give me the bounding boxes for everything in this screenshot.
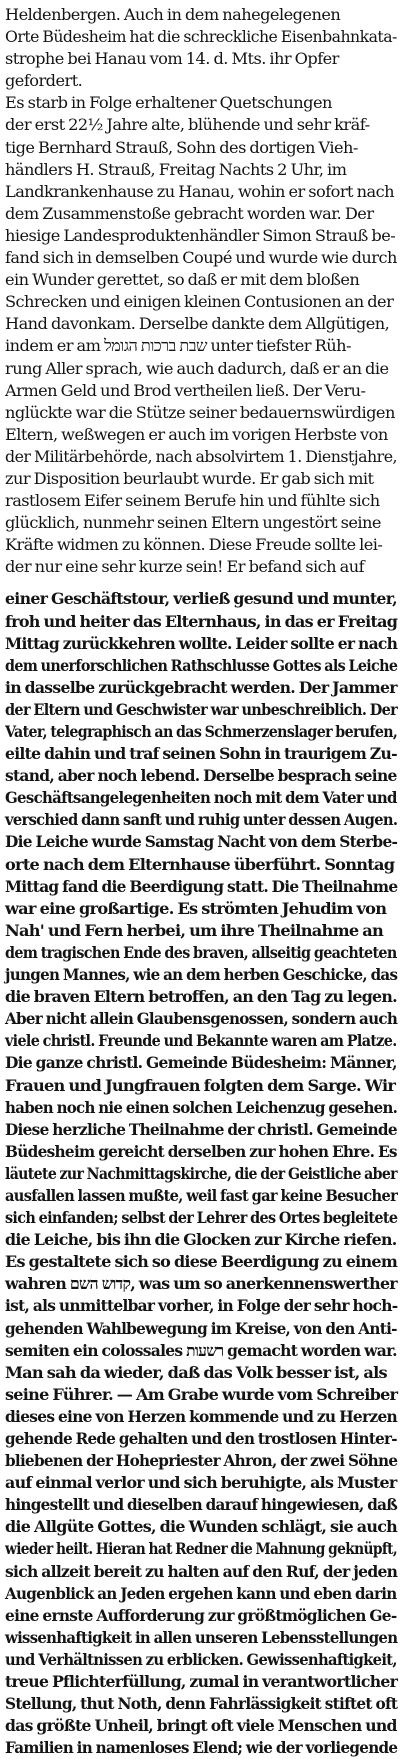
text-line: wieder heilt. Hieran hat Redner die Mahnung geknüpft, [5, 1539, 397, 1559]
text-line: dieses eine von Herzen kommende und zu Herzen [5, 1406, 398, 1426]
text-line: sich einfanden; selbst der Lehrer des Ortes begleitete [5, 1208, 398, 1228]
text-line: Büdesheim gereicht derselben zur hohen Ehre. Es [5, 1141, 397, 1161]
text-line: Familien in namenloses Elend; wie der vorliegende [5, 1738, 398, 1758]
text-line: Diese herzliche Theilnahme der christl. Gemeinde [5, 1119, 397, 1139]
text-line: ist, als unmittelbar vorher, in Folge der sehr hoch- [5, 1296, 398, 1316]
text-line: Orte Büdesheim hat die schreckliche Eisenbahnkata- [5, 27, 397, 47]
text-line: Die Leiche wurde Samstag Nacht von dem Sterbe- [5, 832, 398, 852]
text-line: verschied dann sanft und ruhig unter dessen Augen. [5, 810, 398, 830]
text-line: dem unerforschlichen Rathschlusse Gottes als Leiche [5, 655, 398, 675]
text-line: stand, aber noch lebend. Derselbe besprach seine [5, 766, 397, 786]
text-line: wahren קדוש השם, was um so anerkennenswerther [5, 1274, 397, 1294]
article-part-2 [5, 588, 397, 1759]
text-line: Es gestaltete sich so diese Beerdigung zu einem [5, 1252, 398, 1272]
text-line: Geschäftsangelegenheiten noch mit dem Vater und [5, 788, 397, 808]
text-line: fand sich in demselben Coupé und wurde wie durch [5, 248, 397, 268]
text-line: viele christl. Freunde und Bekannte waren am Platze. [5, 1031, 397, 1051]
text-line: treue Pflichterfüllung, zumal in verantwortlicher [5, 1672, 398, 1692]
text-line: Mittag fand die Beerdigung statt. Die Theilnahme [5, 876, 398, 896]
text-line: Hand davonkam. Derselbe dankte dem Allgütigen, [5, 314, 390, 334]
text-line: gehenden Wahlbewegung im Kreise, von den Anti- [5, 1318, 397, 1338]
text-line: glücklich, nunmehr seinen Eltern ungestört seine [5, 513, 381, 533]
text-line: war eine großartige. Es strömten Jehudim von [5, 898, 387, 918]
text-line: Schrecken und einigen kleinen Contusionen an der [5, 292, 394, 312]
text-line: nglückte war die Stütze seiner bedauernswürdigen [5, 402, 395, 422]
text-line: die Allgüte Gottes, die Wunden schlägt, sie auch [5, 1517, 398, 1537]
text-line: händlers H. Strauß, Freitag Nachts 2 Uhr, im [5, 159, 347, 179]
text-line: Frauen und Jungfrauen folgten dem Sarge. Wir [5, 1075, 396, 1095]
text-line: läutete zur Nachmittagskirche, die der Geistliche aber [5, 1163, 397, 1183]
text-line: in dasselbe zurückgebracht werden. Der Jammer [5, 677, 397, 697]
text-line: wissenhaftigkeit in allen unseren Lebensstellungen [5, 1627, 398, 1647]
text-line: Landkrankenhause zu Hanau, wohin er sofort nach [5, 181, 394, 201]
text-line: haben noch nie einen solchen Leichenzug gesehen. [5, 1097, 398, 1117]
text-line: sich allzeit bereit zu halten auf den Ruf, der jeden [5, 1561, 398, 1581]
text-line: tige Bernhard Strauß, Sohn des dortigen Vieh- [5, 137, 358, 157]
text-line: bliebenen der Hohepriester Ahron, der zwei Söhne [5, 1451, 398, 1471]
text-line: die Leiche, bis ihn die Glocken zur Kirche riefen. [5, 1230, 397, 1250]
text-line: eilte dahin und traf seinen Sohn in traurigem Zu- [5, 744, 397, 764]
text-line: Kräfte widmen zu können. Diese Freude sollte lei- [5, 535, 383, 555]
text-line: hingestellt und dieselben darauf hingewiesen, daß [5, 1495, 398, 1515]
text-line: Stellung, thut Noth, denn Fahrlässigkeit stiftet oft [5, 1694, 398, 1714]
text-line: gehende Rede gehalten und den trostlosen Hinter- [5, 1429, 397, 1448]
text-line: Mittag zurückkehren wollte. Leider sollte er nach [5, 633, 398, 653]
text-line: semiten ein colossales רשעות gemacht worden war. [5, 1340, 397, 1360]
newspaper-column [5, 4, 397, 1759]
text-line: orte nach dem Elternhause überführt. Sonntag [5, 854, 395, 874]
text-line: eine ernste Aufforderung zur größtmöglichen Ge- [5, 1605, 397, 1625]
text-line: Armen Geld und Brod vertheilen ließ. Der Veru- [5, 380, 366, 400]
text-line: Aber nicht allein Glaubensgenossen, sondern auch [5, 1009, 398, 1029]
text-line: Die ganze christl. Gemeinde Büdesheim: Männer, [5, 1053, 397, 1073]
text-line: Man sah da wieder, daß das Volk besser ist, als [5, 1362, 387, 1382]
text-line: zur Disposition beurlaubt wurde. Er gab sich mit [5, 468, 374, 488]
text-line: dem Zusammenstoße gebracht worden war. Der [5, 203, 374, 223]
text-line: Nah' und Fern herbei, um ihre Theilnahme an [5, 920, 384, 940]
text-line: das größte Unheil, bringt oft viele Menschen und [5, 1716, 397, 1736]
text-line: ausfallen lassen mußte, weil fast gar keine Besucher [5, 1185, 398, 1205]
text-line: auf einmal verlor und sich beruhigte, als Muster [5, 1473, 397, 1493]
text-line: hiesige Landesproduktenhändler Simon Strauß be- [5, 225, 396, 245]
text-line: Vater, telegraphisch an das Schmerzenslager berufen, [5, 722, 398, 741]
text-line: rastlosem Eifer seinem Berufe hin und fühlte sich [5, 491, 380, 511]
text-line: Heldenbergen. Auch in dem nahegelegenen [5, 5, 341, 24]
text-line: die braven Eltern betroffen, an den Tag zu legen. [5, 987, 397, 1007]
text-line: ein Wunder gerettet, so daß er mit dem bloßen [5, 270, 360, 290]
text-line: rung Aller sprach, wie auch dadurch, daß er an die [5, 358, 389, 378]
text-line: der nur eine sehr kurze sein! Er befand sich auf [5, 557, 365, 577]
text-line: Augenblick an Jeden ergehen kann und eben darin [5, 1583, 397, 1603]
text-line: froh und heiter das Elternhaus, in das er Freitag [5, 611, 398, 631]
text-line: Es starb in Folge erhaltener Quetschungen [5, 93, 332, 113]
text-line: der Militärbehörde, nach absolvirtem 1. Dienstjahre, [5, 446, 398, 466]
text-line: jungen Mannes, wie an dem herben Geschicke, das [5, 965, 398, 985]
text-line: seine Führer. — Am Grabe wurde vom Schreiber [5, 1384, 398, 1404]
text-line: einer Geschäftstour, verließ gesund und munter, [5, 589, 397, 609]
text-line: dem tragischen Ende des braven, allseitig geachteten [5, 942, 397, 962]
text-line: Eltern, weßwegen er auch im vorigen Herbste von [5, 424, 388, 444]
section-gap [5, 578, 397, 588]
text-line: und Verhältnissen zu erblicken. Gewissenhaftigkeit, [5, 1649, 397, 1669]
text-line: indem er am שבת ברכות הגומל unter tiefster Rüh- [5, 336, 351, 356]
article-part-1 [5, 4, 397, 578]
text-line: der Eltern und Geschwister war unbeschreiblich. Der [5, 699, 398, 719]
text-line: der erst 22½ Jahre alte, blühende und sehr kräf- [5, 115, 370, 135]
text-line: strophe bei Hanau vom 14. d. Mts. ihr Opfer [5, 49, 339, 69]
text-line: gefordert. [5, 71, 83, 91]
